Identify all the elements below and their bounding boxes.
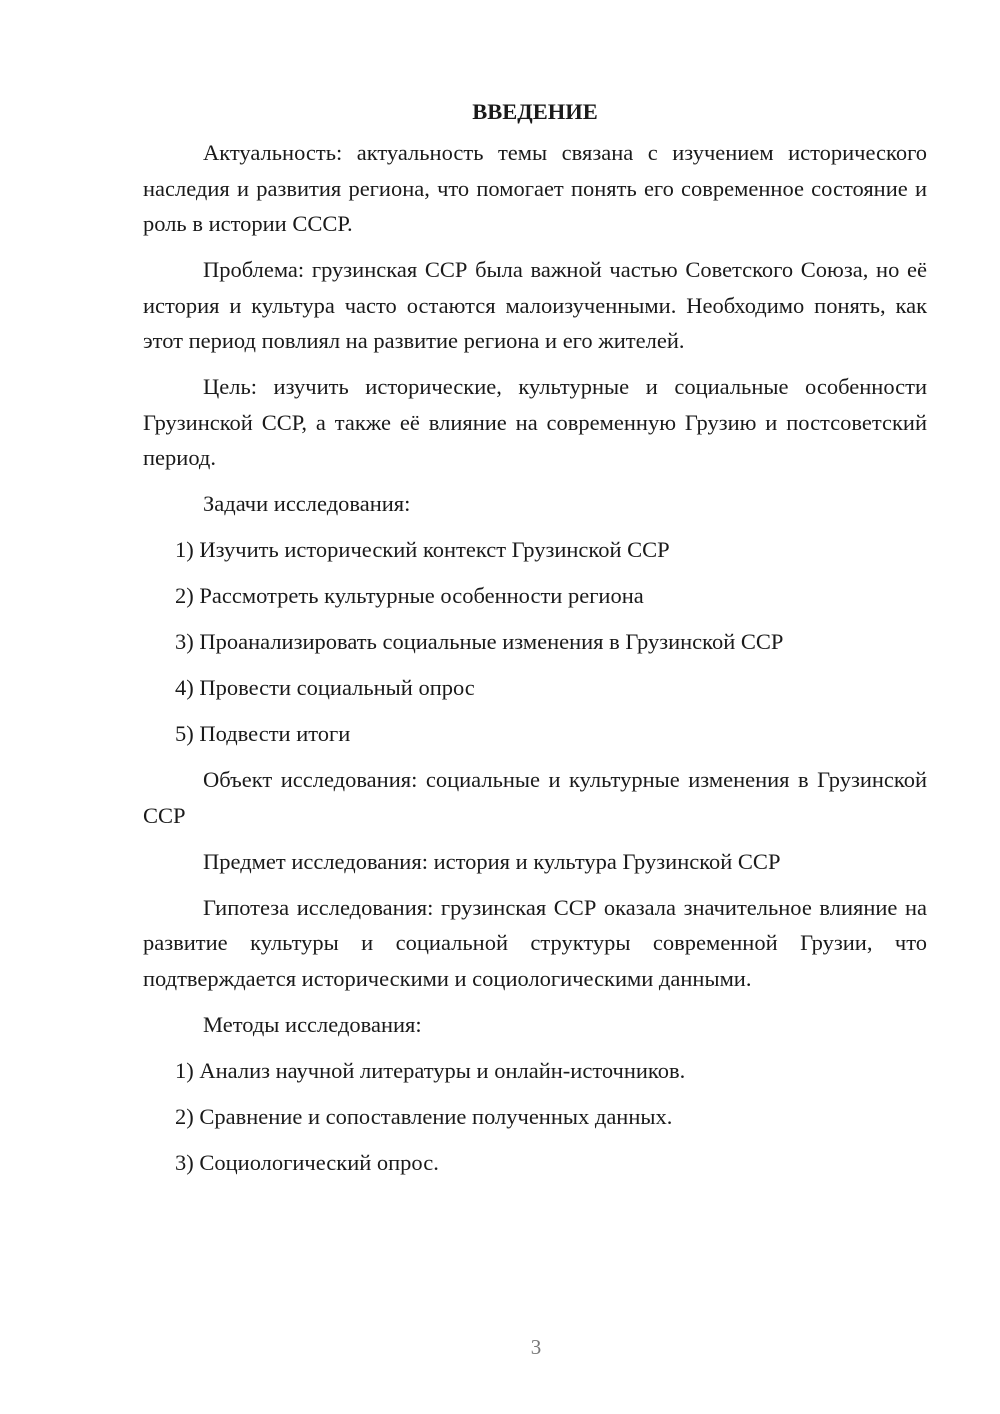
list-item: 3) Проанализировать социальные изменения в Грузинской ССР — [175, 629, 784, 654]
paragraph-subject: Предмет исследования: история и культура Грузинской ССР — [203, 848, 781, 874]
paragraph-relevance: Актуальность: актуальность темы связана с изучением исторического наследия и развития региона, что помогает понять его современное состояние и роль в истории СССР. — [143, 140, 927, 236]
section-title: ВВЕДЕНИЕ — [472, 99, 598, 124]
list-item: 2) Рассмотреть культурные особенности региона — [175, 583, 644, 608]
list-item: 2) Сравнение и сопоставление полученных данных. — [175, 1103, 673, 1129]
list-item: 1) Анализ научной литературы и онлайн-источников. — [175, 1057, 686, 1083]
list-item: 3) Социологический опрос. — [175, 1149, 439, 1175]
methods-list — [143, 1053, 927, 1181]
page-number: 3 — [530, 1335, 542, 1359]
list-item: 1) Изучить исторический контекст Грузинской ССР — [175, 537, 670, 562]
methods-heading: Методы исследования: — [203, 1011, 422, 1037]
paragraph-object: Объект исследования: социальные и культурные изменения в Грузинской ССР — [143, 767, 927, 828]
tasks-heading: Задачи исследования: — [203, 491, 411, 516]
paragraph-problem: Проблема: грузинская ССР была важной частью Советского Союза, но её история и культура часто остаются малоизученными. Необходимо понять, как этот период повлиял на развитие региона и его жителей. — [143, 257, 927, 353]
list-item: 4) Провести социальный опрос — [175, 675, 475, 700]
paragraph-hypothesis: Гипотеза исследования: грузинская ССР оказала значительное влияние на развитие культуры и социальной структуры современной Грузии, что подтверждается историческими и социологическими данными. — [143, 894, 927, 991]
tasks-list — [143, 532, 927, 752]
list-item: 5) Подвести итоги — [175, 721, 351, 746]
page-content — [143, 94, 927, 1191]
paragraph-goal: Цель: изучить исторические, культурные и социальные особенности Грузинской ССР, а также её влияние на современную Грузию и постсоветский период. — [143, 374, 927, 470]
